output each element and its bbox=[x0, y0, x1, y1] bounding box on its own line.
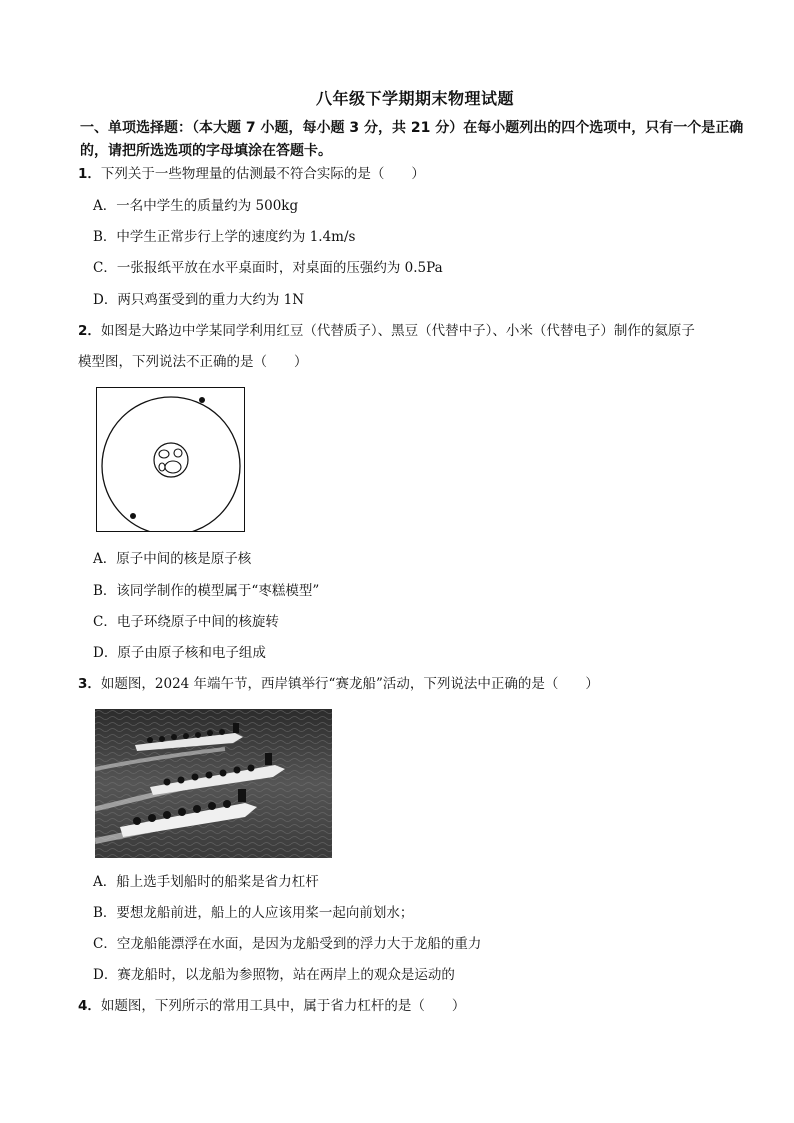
question-number: 3． bbox=[78, 676, 101, 692]
page-title: 八年级下学期期末物理试题 bbox=[315, 89, 514, 108]
option-b: B．该同学制作的模型属于“枣糕模型” bbox=[93, 583, 320, 599]
option-a: A．船上选手划船时的船桨是省力杠杆 bbox=[93, 874, 319, 890]
electron-orbit bbox=[102, 397, 240, 531]
option-c: C．一张报纸平放在水平桌面时，对桌面的压强约为 0.5Pa bbox=[93, 260, 443, 276]
option-c: C．空龙船能漂浮在水面，是因为龙船受到的浮力大于龙船的重力 bbox=[93, 936, 482, 952]
option-d: D．赛龙船时，以龙船为参照物，站在两岸上的观众是运动的 bbox=[93, 967, 455, 983]
option-a: A．原子中间的核是原子核 bbox=[93, 551, 252, 567]
electron-dot bbox=[130, 513, 136, 519]
option-d: D．两只鸡蛋受到的重力大约为 1N bbox=[93, 292, 305, 308]
question-number: 2． bbox=[78, 323, 101, 339]
question-stem: 下列关于一些物理量的估测最不符合实际的是（ ） bbox=[100, 166, 425, 182]
option-d: D．原子由原子核和电子组成 bbox=[93, 645, 266, 661]
question-number: 1． bbox=[78, 166, 101, 182]
section-heading: 一、单项选择题：（本大题 7 小题，每小题 3 分，共 21 分）在每小题列出的四个选项中，只有一个是正确的，请把所选选项的字母填涂在答题卡。 bbox=[80, 120, 744, 159]
question-stem: 如题图，下列所示的常用工具中，属于省力杠杆的是（ ） bbox=[100, 998, 466, 1014]
option-b: B．要想龙船前进，船上的人应该用桨一起向前划水； bbox=[93, 905, 414, 921]
question-stem: 如题图，2024 年端午节，西岸镇举行“赛龙船”活动，下列说法中正确的是（ ） bbox=[100, 676, 599, 692]
question-2 bbox=[78, 322, 695, 340]
dragon-boat-image bbox=[95, 709, 332, 858]
option-b: B．中学生正常步行上学的速度约为 1.4m/s bbox=[93, 229, 356, 245]
neutron bbox=[159, 463, 165, 471]
question-4 bbox=[78, 997, 465, 1015]
question-number: 4． bbox=[78, 998, 101, 1014]
neutron bbox=[174, 449, 182, 457]
question-1 bbox=[78, 165, 425, 183]
proton bbox=[159, 450, 169, 458]
option-c: C．电子环绕原子中间的核旋转 bbox=[93, 614, 279, 630]
option-a: A．一名中学生的质量约为 500kg bbox=[93, 198, 299, 214]
question-3 bbox=[78, 675, 599, 693]
question-stem: 如图是大路边中学某同学利用红豆（代替质子）、黑豆（代替中子）、小米（代替电子）制作的氦原子 bbox=[100, 323, 695, 339]
proton bbox=[165, 461, 181, 473]
atom-model-figure bbox=[96, 387, 245, 532]
atom-model-diagram bbox=[97, 388, 244, 531]
dragon-boat-photo bbox=[95, 709, 332, 858]
question-stem-continued: 模型图，下列说法不正确的是（ ） bbox=[78, 354, 308, 370]
nucleus bbox=[154, 443, 188, 477]
electron-dot bbox=[199, 397, 205, 403]
